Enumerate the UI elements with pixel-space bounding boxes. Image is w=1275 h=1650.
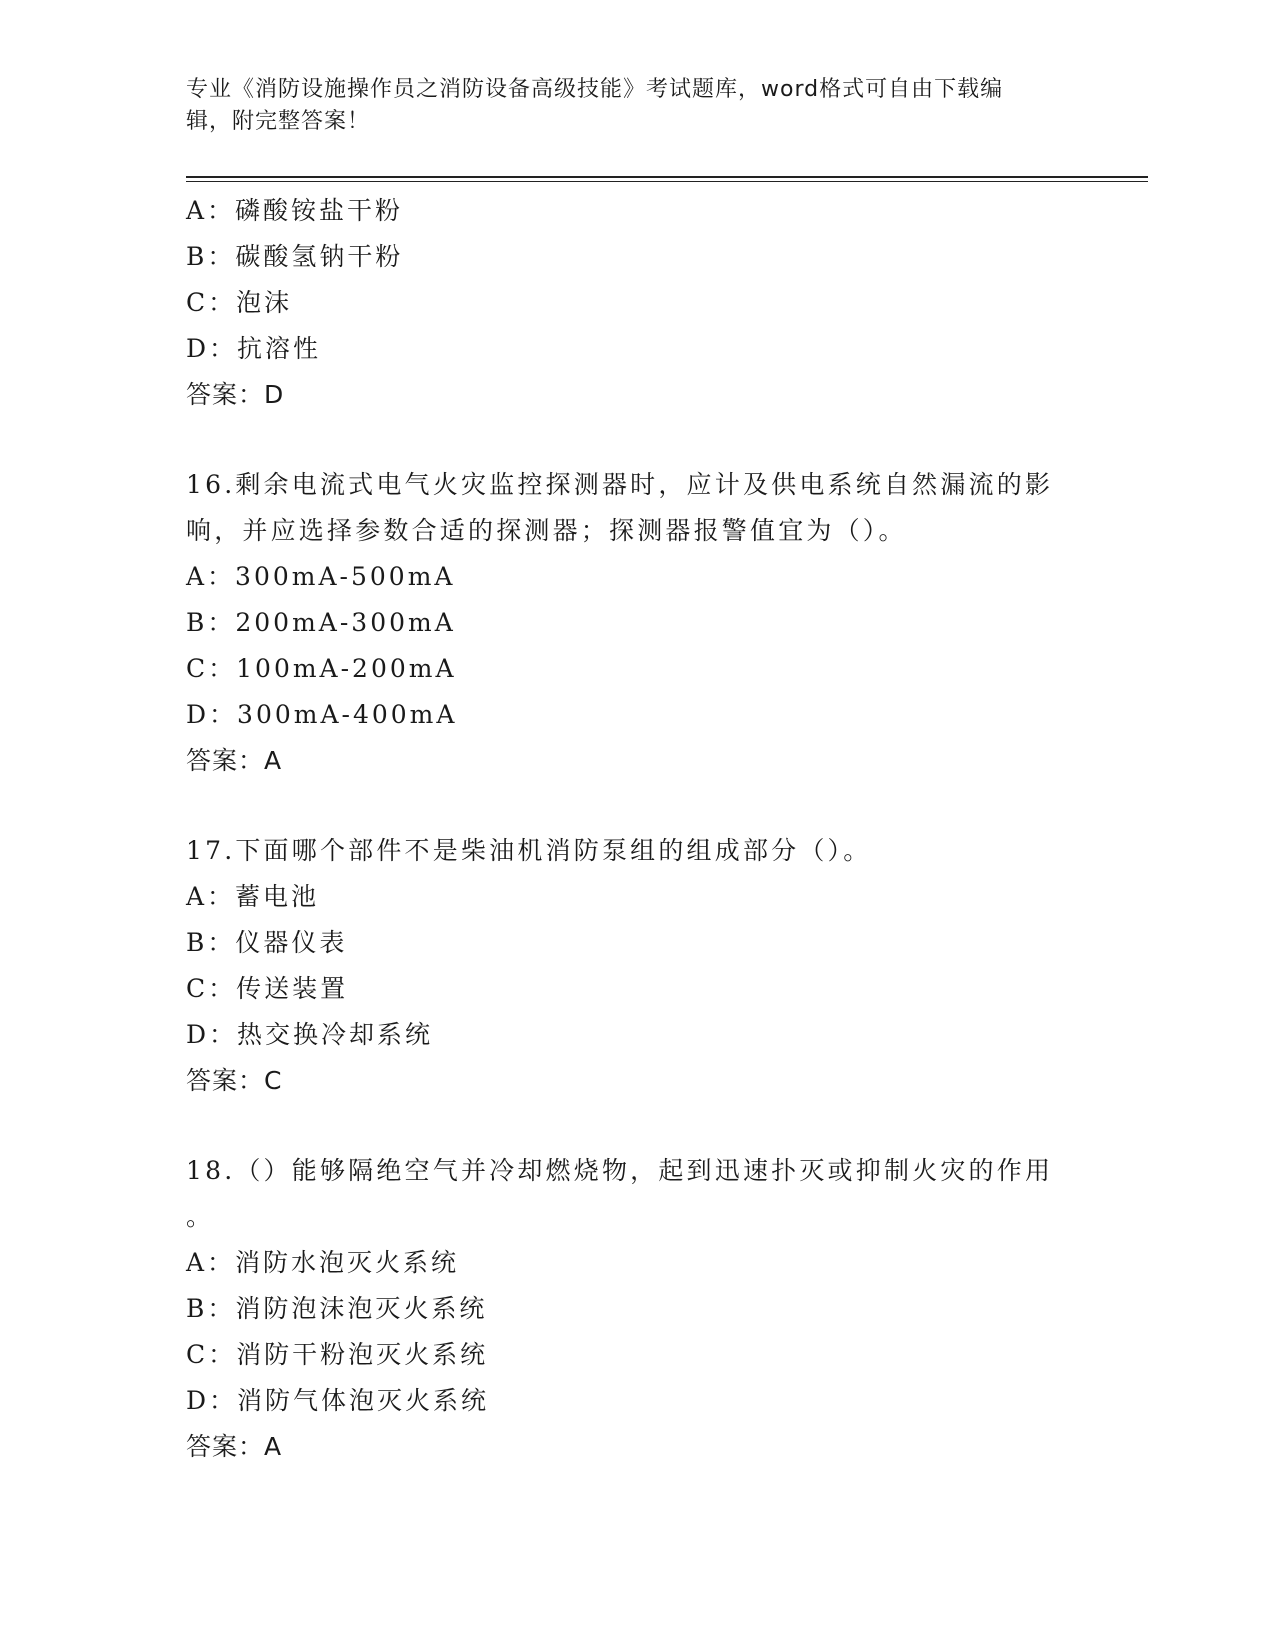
option-c: C：传送装置 [186,974,349,1003]
question-15 [186,188,1086,418]
question-list [186,188,1086,1470]
question-stem-line-1: 18.（）能够隔绝空气并冷却燃烧物，起到迅速扑灭或抑制火灾的作用 [186,1156,1054,1185]
answer-line: 答案：D [186,380,285,409]
answer-line: 答案：C [186,1066,283,1095]
question-stem-line-2: 。 [186,1202,215,1231]
option-d: D：消防气体泡灭火系统 [186,1386,490,1415]
option-b: B：200mA-300mA [186,608,456,637]
question-stem-line-1: 17.下面哪个部件不是柴油机消防泵组的组成部分（）。 [186,836,872,865]
option-c: C：泡沫 [186,288,293,317]
option-a: A：蓄电池 [186,882,320,911]
option-b: B：消防泡沫泡灭火系统 [186,1294,488,1323]
option-c: C：消防干粉泡灭火系统 [186,1340,489,1369]
question-stem-line-1: 16.剩余电流式电气火灾监控探测器时，应计及供电系统自然漏流的影 [186,470,1054,499]
header-divider-thick [186,176,1148,178]
header-line-1: 专业《消防设施操作员之消防设备高级技能》考试题库，word格式可自由下载编 [186,77,1004,102]
option-d: D：抗溶性 [186,334,322,363]
header-line-2: 辑，附完整答案！ [186,109,371,134]
option-a: A：消防水泡灭火系统 [186,1248,460,1277]
option-b: B：仪器仪表 [186,928,348,957]
document-header [186,74,1066,138]
question-17 [186,828,1086,1104]
option-a: A：磷酸铵盐干粉 [186,196,404,225]
option-b: B：碳酸氢钠干粉 [186,242,404,271]
question-stem-line-2: 响，并应选择参数合适的探测器；探测器报警值宜为（）。 [186,516,907,545]
option-a: A：300mA-500mA [186,562,456,591]
question-16 [186,462,1086,784]
question-18 [186,1148,1086,1470]
answer-line: 答案：A [186,746,283,775]
header-divider-thin [186,181,1148,182]
option-d: D：300mA-400mA [186,700,458,729]
option-d: D：热交换冷却系统 [186,1020,434,1049]
answer-line: 答案：A [186,1432,283,1461]
option-c: C：100mA-200mA [186,654,457,683]
